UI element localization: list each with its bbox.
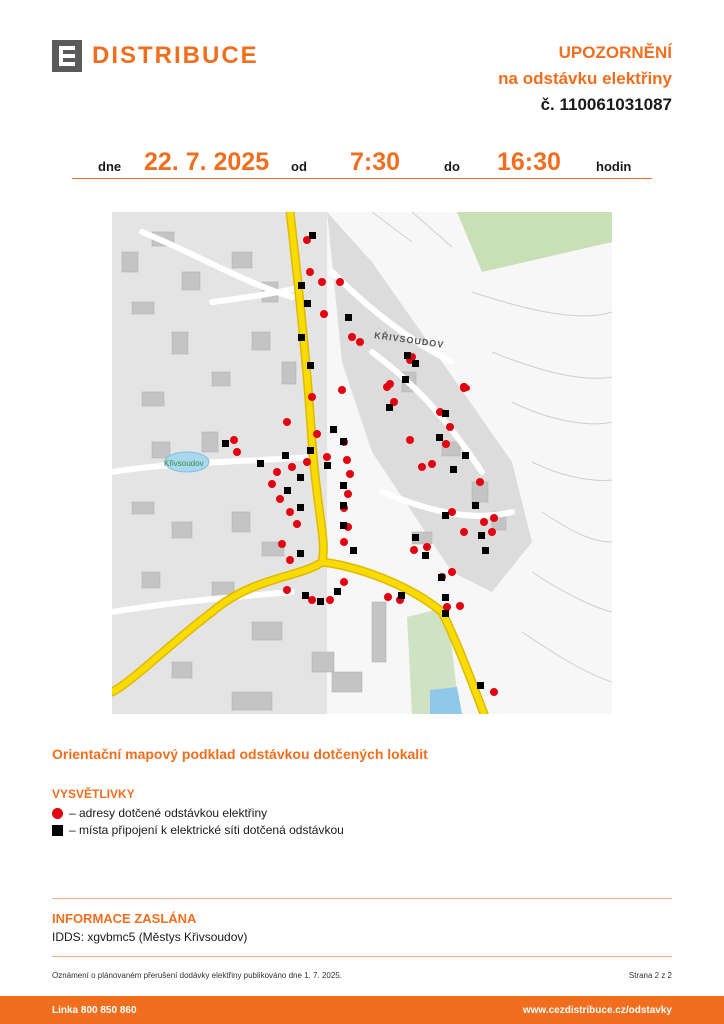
legend-addresses xyxy=(52,806,267,820)
map-caption: Orientační mapový podklad odstávkou dotčených lokalit xyxy=(52,746,428,762)
legend-points-text: – místa připojení k elektrické síti dotčená odstávkou xyxy=(69,823,344,837)
legend-points xyxy=(52,823,344,837)
footer-bar xyxy=(0,996,724,1024)
divider xyxy=(52,956,672,957)
pond-label: Křivsoudov xyxy=(164,459,204,468)
notice-number: č. 110061031087 xyxy=(540,95,672,114)
page-number: Strana 2 z 2 xyxy=(628,971,672,980)
black-square-icon xyxy=(52,825,63,836)
street-label: KŘIVSOUDOV xyxy=(373,330,445,350)
day-label: dne xyxy=(98,159,122,174)
publication-note: Oznámení o plánovaném přerušení dodávky elektřiny publikováno dne 1. 7. 2025. xyxy=(52,971,342,980)
hours-label: hodin xyxy=(596,159,632,174)
outage-map xyxy=(112,212,612,714)
notice-subtitle: na odstávku elektřiny xyxy=(498,69,672,88)
from-time: 7:30 xyxy=(350,148,401,176)
notice-title: UPOZORNĚNÍ xyxy=(558,43,672,62)
to-time: 16:30 xyxy=(497,148,561,176)
info-text: IDDS: xgvbmc5 (Městys Křivsoudov) xyxy=(52,930,248,944)
to-label: do xyxy=(444,159,460,174)
divider xyxy=(52,898,672,899)
from-label: od xyxy=(291,159,307,174)
website-link[interactable]: www.cezdistribuce.cz/odstavky xyxy=(522,1005,672,1016)
brand-logo xyxy=(52,40,259,72)
brand-name: DISTRIBUCE xyxy=(92,42,259,69)
cez-logo-icon xyxy=(52,40,82,72)
legend-title: VYSVĚTLIVKY xyxy=(52,787,135,801)
legend-addresses-text: – adresy dotčené odstávkou elektřiny xyxy=(69,806,268,820)
notice-header xyxy=(498,40,672,118)
red-dot-icon xyxy=(52,808,63,819)
outage-schedule xyxy=(72,146,652,179)
outage-date: 22. 7. 2025 xyxy=(144,148,270,176)
info-title: INFORMACE ZASLÁNA xyxy=(52,911,197,926)
hotline-text: Linka 800 850 860 xyxy=(52,1005,137,1016)
